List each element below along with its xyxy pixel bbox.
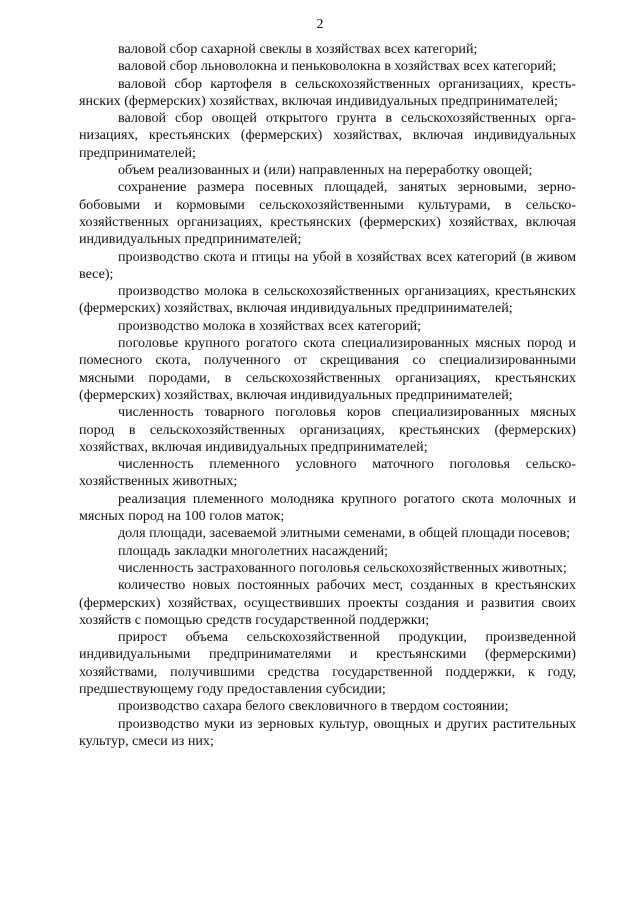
page-number: 2: [316, 17, 324, 32]
paragraph-flour-production: производство муки из зерновых культур, овощных и других растительных культур, смеси из них;: [79, 715, 576, 749]
paragraph-white-beet-sugar-production: производство сахара белого свекловичного в твердом состоянии;: [118, 698, 509, 715]
document-body: [79, 41, 576, 750]
paragraph-commercial-beef-cows: численность товарного поголовья коров специализированных мясных пород в сельскохозяйственных организациях, крестьянских (фермерских) хозяйствах, включая индивидуальных предпринимателей;: [79, 404, 576, 455]
paragraph-livestock-slaughter-production: производство скота и птицы на убой в хозяйствах всех категорий (в живом весе);: [79, 248, 576, 282]
paragraph-insured-livestock: численность застрахованного поголовья сельскохозяйственных животных;: [118, 559, 567, 576]
paragraph-sugar-beet-harvest: валовой сбор сахарной свеклы в хозяйствах всех категорий;: [118, 41, 478, 57]
paragraph-milk-production-organizations: производство молока в сельскохозяйственных организациях, крестьянских (фермерских) хозяйствах, включая индивидуальных предпринимателей;: [79, 283, 576, 317]
paragraph-breeding-young-cattle-sales: реализация племенного молодняка крупного рогатого скота молочных и мясных пород на 100 голов маток;: [79, 490, 576, 525]
paragraph-flax-hemp-fiber-harvest: валовой сбор льноволокна и пеньковолокна в хозяйствах всех категорий;: [118, 58, 557, 75]
paragraph-perennial-plantings: площадь закладки многолетних насаждений;: [118, 542, 388, 559]
paragraph-sown-area-preservation: сохранение размера посевных площадей, занятых зерновыми, зернобобовыми и кормовыми сельскохозяйственными культурами, в сельскохозяйственных организациях, крестьянских (фермерских) хозяйствах, включая индивидуальных предпринимателей;: [79, 179, 576, 248]
paragraph-milk-production-all-farms: производство молока в хозяйствах всех категорий;: [118, 317, 422, 334]
paragraph-breeding-livestock: численность племенного условного маточного поголовья сельскохозяйственных животных;: [79, 456, 576, 490]
paragraph-potato-harvest: валовой сбор картофеля в сельскохозяйственных организациях, крестьянских (фермерских) хозяйствах, включая индивидуальных предпринимателей;: [79, 75, 576, 109]
paragraph-new-permanent-jobs: количество новых постоянных рабочих мест, созданных в крестьянских (фермерских) хозяйствах, осуществивших проекты создания и развития своих хозяйств с помощью средств государственной поддержки;: [79, 577, 576, 628]
paragraph-agricultural-output-growth: прирост объема сельскохозяйственной продукции, произведенной индивидуальными предпринимателями и крестьянскими (фермерскими) хозяйствами, получившими средства государственной поддержки, к году, предшествующему году предоставления субсидии;: [79, 629, 576, 697]
paragraph-open-ground-vegetables: валовой сбор овощей открытого грунта в сельскохозяйственных организациях, крестьянских (фермерских) хозяйствах, включая индивидуальных предпринимателей;: [79, 110, 576, 161]
paragraph-elite-seed-area-share: доля площади, засеваемой элитными семенами, в общей площади посевов;: [118, 525, 571, 542]
paragraph-vegetables-sold-processed: объем реализованных и (или) направленных на переработку овощей;: [118, 162, 533, 179]
paragraph-beef-cattle-herd: поголовье крупного рогатого скота специализированных мясных пород и помесного скота, полученного от скрещивания со специализированными мясными породами, в сельскохозяйственных организациях, крестьянских (фермерских) хозяйствах, включая индивидуальных предпринимателей;: [79, 335, 576, 403]
